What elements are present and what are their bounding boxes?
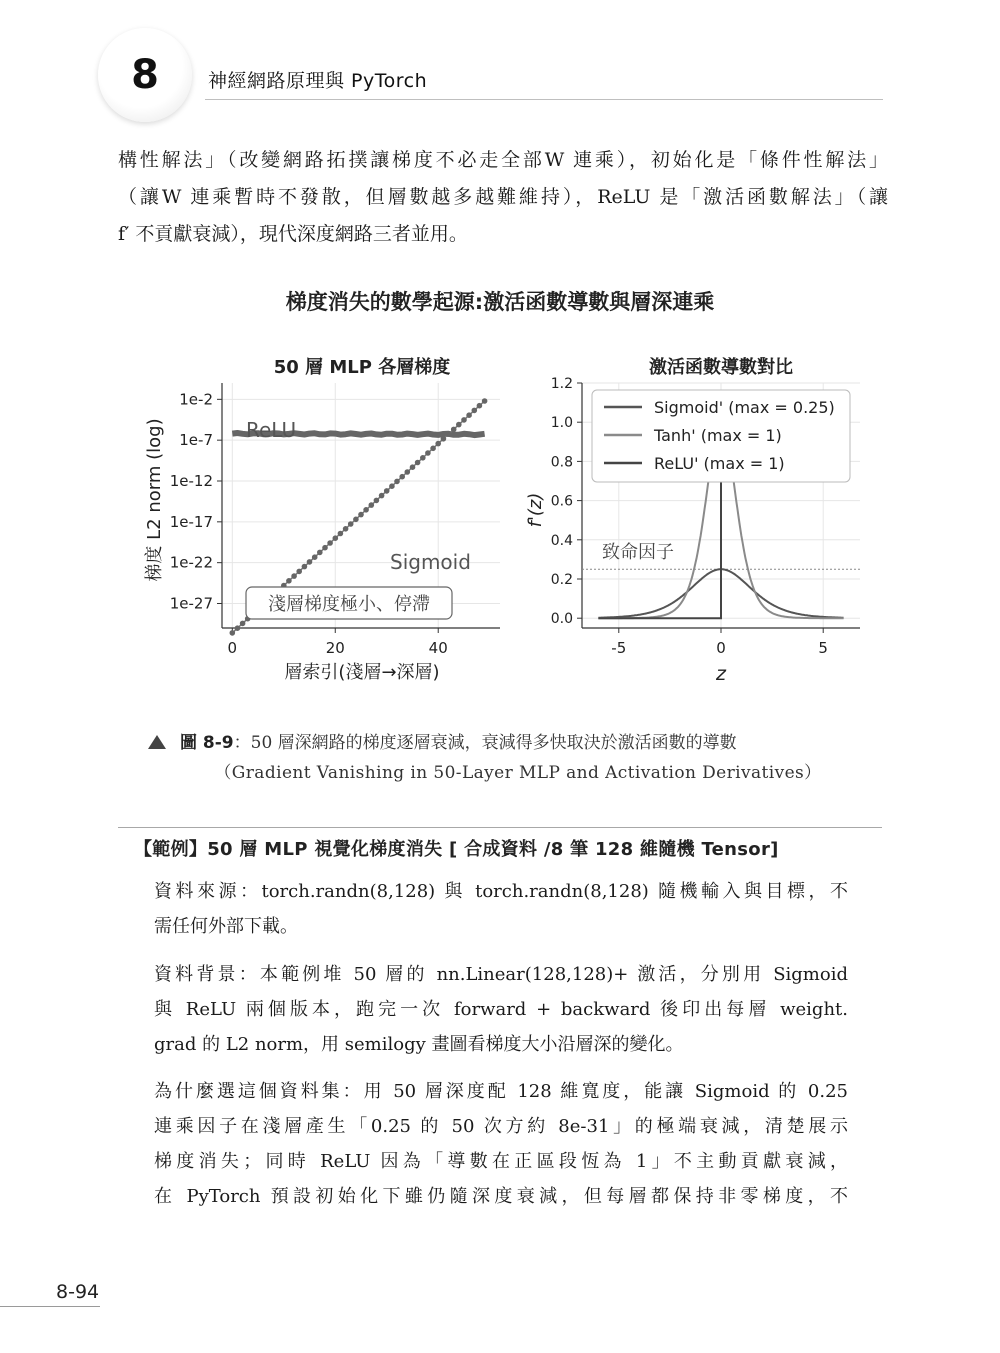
chart-left-xlabel: 層索引(淺層→深層) <box>284 662 440 683</box>
chart-left-label-relu: ReLU <box>246 418 297 442</box>
sigmoid-point <box>405 469 411 475</box>
legend-label: Sigmoid' (max = 0.25) <box>654 398 835 417</box>
x-tick-label: 5 <box>818 639 828 657</box>
sigmoid-point <box>369 502 375 508</box>
sigmoid-point <box>456 422 462 428</box>
chart-right-ylabel: f'(z) <box>525 492 546 528</box>
intro-line: f′ 不貢獻衰減），現代深度網路三者並用。 <box>118 223 468 245</box>
sigmoid-point <box>296 569 302 575</box>
y-tick-label: 0.8 <box>550 454 573 471</box>
sigmoid-point <box>291 573 297 579</box>
y-tick-label: 1e-12 <box>169 472 213 490</box>
sigmoid-point <box>415 460 421 466</box>
sigmoid-point <box>348 521 354 527</box>
y-tick-label: 1.2 <box>550 376 573 392</box>
sigmoid-point <box>327 540 333 546</box>
figure-title: 梯度消失的數學起源:激活函數導數與層深連乘 <box>285 290 715 314</box>
y-tick-label: 1e-22 <box>169 553 213 572</box>
y-tick-label: 0.0 <box>550 611 573 628</box>
y-tick-label: 1e-2 <box>179 390 213 409</box>
sigmoid-point <box>302 564 308 570</box>
sigmoid-point <box>312 554 318 560</box>
sigmoid-point <box>420 455 426 461</box>
y-tick-label: 1.0 <box>550 415 573 432</box>
chart-right <box>525 356 860 685</box>
why-line: 梯度消失；同時 ReLU 因為「導數在正區段恆為 1」不主動貢獻衰減， <box>154 1151 848 1172</box>
y-tick-label: 0.6 <box>550 493 573 510</box>
triangle-icon <box>148 735 166 749</box>
legend-label: ReLU' (max = 1) <box>654 454 785 473</box>
sigmoid-point <box>317 550 323 556</box>
x-tick-label: 0 <box>227 639 238 657</box>
example-heading: 【範例】50 層 MLP 視覺化梯度消失 [ 合成資料 /8 筆 128 維隨機 Tensor] <box>134 839 779 860</box>
sigmoid-point <box>235 625 241 631</box>
sigmoid-point <box>461 417 467 423</box>
sigmoid-point <box>384 488 390 494</box>
sigmoid-point <box>410 464 416 470</box>
section-rule <box>118 827 882 828</box>
sigmoid-point <box>466 412 472 418</box>
x-tick-label: 40 <box>428 639 448 657</box>
legend-label: Tanh' (max = 1) <box>654 426 782 445</box>
x-tick-label: 20 <box>325 639 345 657</box>
sigmoid-point <box>240 621 246 627</box>
source-line: 資料來源：torch.randn(8,128) 與 torch.randn(8,128) 隨機輸入與目標，不 <box>154 881 848 902</box>
chart-right-xlabel: z <box>716 663 726 685</box>
sigmoid-point <box>333 535 339 541</box>
example-why-paragraph <box>154 1074 848 1214</box>
y-tick-label: 0.4 <box>550 532 573 549</box>
chapter-number: 8 <box>131 52 159 98</box>
sigmoid-point <box>399 474 405 480</box>
sigmoid-point <box>353 517 359 523</box>
sigmoid-point <box>477 403 483 409</box>
figure-label: 圖 8-9 <box>180 733 234 753</box>
chart-left-annotation-text: 淺層梯度極小、停滯 <box>268 594 430 615</box>
x-tick-label: -5 <box>611 639 627 657</box>
figure-charts <box>0 345 1000 685</box>
y-tick-label: 1e-7 <box>179 431 213 450</box>
sigmoid-point <box>338 531 344 537</box>
example-source-paragraph <box>154 874 848 944</box>
sigmoid-point <box>482 398 488 404</box>
page-number: 8-94 <box>56 1281 100 1303</box>
x-tick-label: 0 <box>716 639 726 657</box>
sigmoid-point <box>451 427 457 433</box>
figure-caption-text: ：50 層深網路的梯度逐層衰減，衰減得多快取決於激活函數的導數 <box>233 733 737 753</box>
background-line: 與 ReLU 兩個版本，跑完一次 forward + backward 後印出每層 weight. <box>154 999 848 1020</box>
intro-line: （讓W 連乘暫時不發散，但層數越多越難維持），ReLU 是「激活函數解法」（讓 <box>118 186 888 208</box>
sigmoid-point <box>389 483 395 489</box>
sigmoid-point <box>472 408 478 414</box>
footer-rule <box>0 1306 100 1307</box>
sigmoid-point <box>430 446 436 452</box>
why-line: 在 PyTorch 預設初始化下雖仍隨深度衰減，但每層都保持非零梯度，不 <box>154 1186 848 1207</box>
header-rule <box>205 99 883 100</box>
y-tick-label: 1e-27 <box>169 594 213 613</box>
why-line: 連乘因子在淺層產生「0.25 的 50 次方約 8e-31」的極端衰減，清楚展示 <box>154 1116 848 1137</box>
chapter-badge <box>98 28 192 122</box>
chapter-title: 神經網路原理與 PyTorch <box>208 70 428 92</box>
sigmoid-point <box>286 578 292 584</box>
intro-line: 構性解法」（改變網路拓撲讓梯度不必走全部W 連乘），初始化是「條件性解法」 <box>118 149 888 171</box>
intro-paragraph <box>118 142 888 253</box>
chart-right-legend <box>592 390 850 482</box>
chart-left-title: 50 層 MLP 各層梯度 <box>273 357 451 378</box>
chart-left-ylabel: 梯度 L2 norm (log) <box>144 418 165 582</box>
chart-left-label-sigmoid: Sigmoid <box>390 550 471 574</box>
source-line: 需任何外部下載。 <box>154 916 298 937</box>
sigmoid-point <box>394 479 400 485</box>
example-background-paragraph <box>154 957 848 1062</box>
background-line: 資料背景：本範例堆 50 層的 nn.Linear(128,128)+ 激活，分別用 Sigmoid <box>154 964 848 985</box>
why-line: 為什麼選這個資料集：用 50 層深度配 128 維寬度，能讓 Sigmoid 的 0.25 <box>154 1081 848 1102</box>
sigmoid-point <box>441 436 447 442</box>
sigmoid-point <box>307 559 313 565</box>
sigmoid-point <box>322 545 328 551</box>
background-line: grad 的 L2 norm，用 semilogy 畫圖看梯度大小沿層深的變化。 <box>154 1034 684 1055</box>
sigmoid-point <box>446 431 452 437</box>
sigmoid-point <box>363 507 369 513</box>
sigmoid-point <box>379 493 385 499</box>
sigmoid-point <box>358 512 364 518</box>
chart-left <box>144 356 500 683</box>
y-tick-label: 1e-17 <box>169 512 213 531</box>
sigmoid-point <box>435 441 441 447</box>
sigmoid-point <box>374 498 380 504</box>
chart-right-title: 激活函數導數對比 <box>649 357 793 378</box>
y-tick-label: 0.2 <box>550 572 573 588</box>
figure-caption-english: （Gradient Vanishing in 50-Layer MLP and Activation Derivatives） <box>214 763 822 783</box>
sigmoid-point <box>230 630 236 636</box>
figure-caption <box>148 728 868 788</box>
chart-right-annotation: 致命因子 <box>602 542 674 563</box>
sigmoid-point <box>425 450 431 456</box>
sigmoid-point <box>343 526 349 532</box>
